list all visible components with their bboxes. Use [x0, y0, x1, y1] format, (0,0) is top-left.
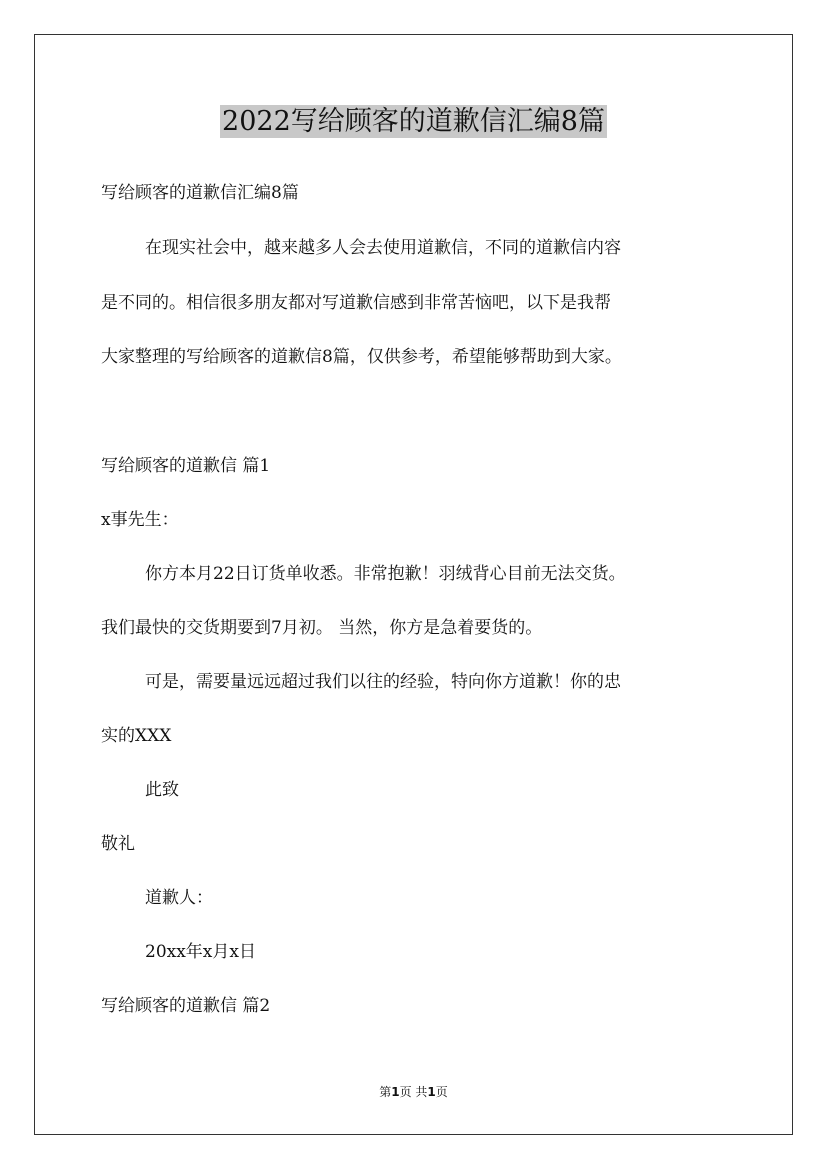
footer-total-pages: 1 [427, 1085, 436, 1099]
section1-body-line-2: 我们最快的交货期要到7月初。 当然，你方是急着要货的。 [101, 618, 543, 638]
document-title-text: 2022写给顾客的道歉信汇编8篇 [222, 106, 605, 137]
document-subtitle: 写给顾客的道歉信汇编8篇 [101, 183, 299, 203]
section1-body-line-4: 实的XXX [101, 726, 172, 746]
section1-heading: 写给顾客的道歉信 篇1 [101, 456, 271, 476]
page-footer [0, 1084, 827, 1100]
document-title [0, 104, 827, 140]
section1-signer: 道歉人： [145, 888, 213, 908]
footer-page-number: 1 [391, 1085, 400, 1099]
section1-body-line-3: 可是，需要量远远超过我们以往的经验，特向你方道歉！你的忠 [145, 672, 621, 692]
intro-line-2: 是不同的。相信很多朋友都对写道歉信感到非常苦恼吧，以下是我帮 [101, 293, 611, 313]
footer-mid: 页 共 [399, 1085, 428, 1099]
section1-closing-2: 敬礼 [101, 834, 135, 854]
section2-heading: 写给顾客的道歉信 篇2 [101, 996, 271, 1016]
intro-line-1: 在现实社会中，越来越多人会去使用道歉信，不同的道歉信内容 [145, 238, 621, 258]
section1-body-line-1: 你方本月22日订货单收悉。非常抱歉！羽绒背心目前无法交货。 [145, 564, 626, 584]
section1-salutation: x事先生： [101, 510, 179, 530]
footer-prefix: 第 [379, 1085, 392, 1099]
section1-closing-1: 此致 [145, 780, 179, 800]
intro-line-3: 大家整理的写给顾客的道歉信8篇，仅供参考，希望能够帮助到大家。 [101, 347, 622, 367]
footer-suffix: 页 [435, 1085, 448, 1099]
section1-date: 20xx年x月x日 [145, 942, 256, 962]
